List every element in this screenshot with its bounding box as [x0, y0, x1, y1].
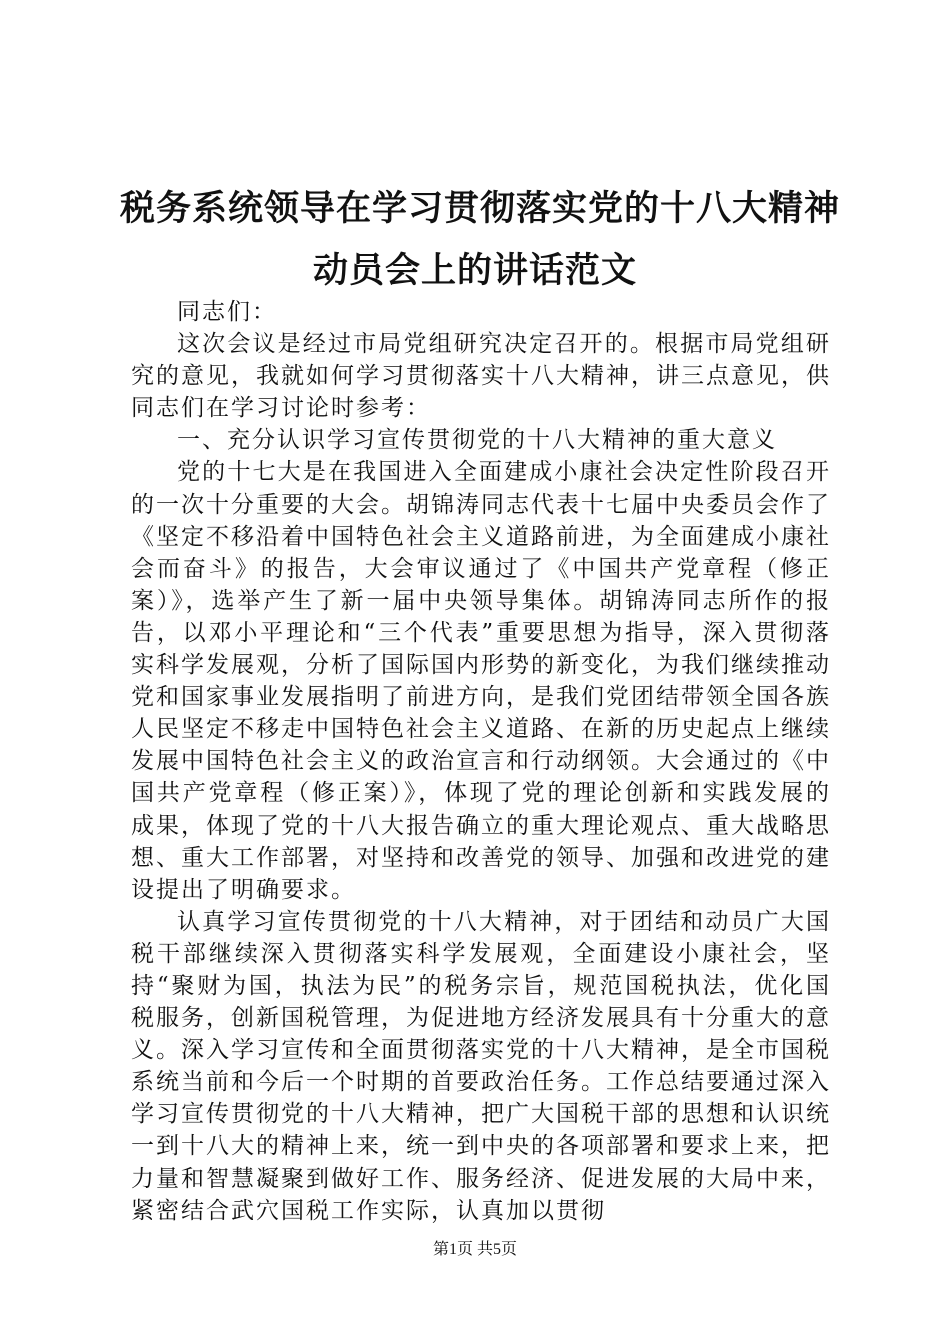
- salutation: 同志们：: [177, 299, 277, 325]
- document-title-line-1: 税务系统领导在学习贯彻落实党的十八大精神: [120, 189, 841, 229]
- body-paragraph: 这次会议是经过市局党组研究决定召开的。根据市局党组研究的意见，我就如何学习贯彻落实十八大精神，讲三点意见，供同志们在学习讨论时参考：: [131, 331, 831, 422]
- document-title-line-2: 动员会上的讲话范文: [312, 251, 637, 291]
- document-body: [131, 296, 831, 1227]
- body-paragraph: 党的十七大是在我国进入全面建成小康社会决定性阶段召开的一次十分重要的大会。胡锦涛同志代表十七届中央委员会作了《坚定不移沿着中国特色社会主义道路前进，为全面建成小康社会而奋斗》的报告，大会审议通过了《中国共产党章程（修正案）》，选举产生了新一届中央领导集体。胡锦涛同志所作的报告，以邓小平理论和“三个代表”重要思想为指导，深入贯彻落实科学发展观，分析了国际国内形势的新变化，为我们继续推动党和国家事业发展指明了前进方向，是我们党团结带领全国各族人民坚定不移走中国特色社会主义道路、在新的历史起点上继续发展中国特色社会主义的政治宣言和行动纲领。大会通过的《中国共产党章程（修正案）》，体现了党的理论创新和实践发展的成果，体现了党的十八大报告确立的重大理论观点、重大战略思想、重大工作部署，对坚持和改善党的领导、加强和改进党的建设提出了明确要求。: [131, 459, 831, 903]
- body-paragraph: 认真学习宣传贯彻党的十八大精神，对于团结和动员广大国税干部继续深入贯彻落实科学发展观，全面建设小康社会，坚持“聚财为国，执法为民”的税务宗旨，规范国税执法，优化国税服务，创新国税管理，为促进地方经济发展具有十分重大的意义。深入学习宣传和全面贯彻落实党的十八大精神，是全市国税系统当前和今后一个时期的首要政治任务。工作总结要通过深入学习宣传贯彻党的十八大精神，把广大国税干部的思想和认识统一到十八大的精神上来，统一到中央的各项部署和要求上来，把力量和智慧凝聚到做好工作、服务经济、促进发展的大局中来，紧密结合武穴国税工作实际，认真加以贯彻: [131, 908, 831, 1224]
- page-footer: 第1页 共5页: [432, 1241, 517, 1258]
- section-heading: 一、充分认识学习宣传贯彻党的十八大精神的重大意义: [177, 427, 777, 454]
